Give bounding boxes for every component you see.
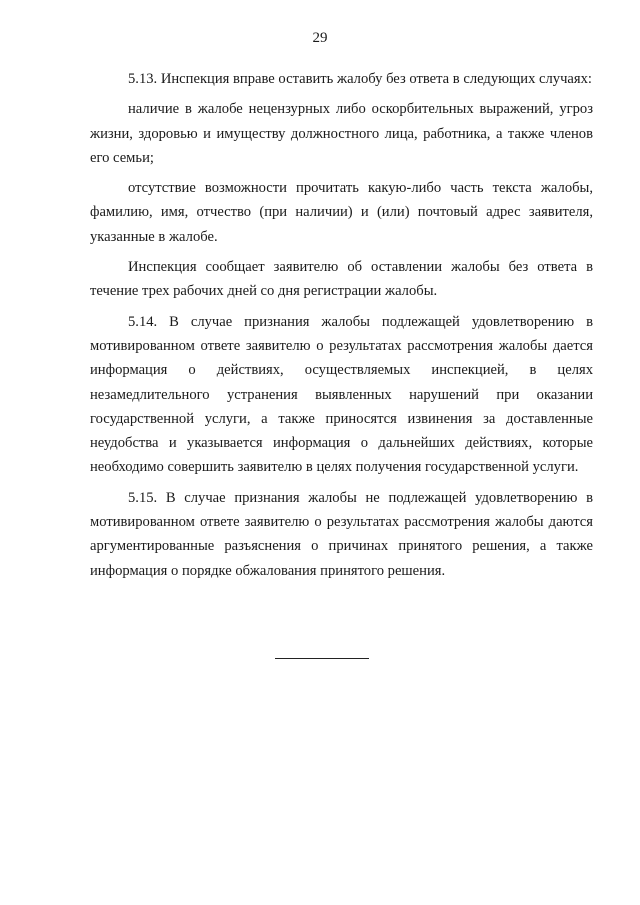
paragraph-unreadable-text: отсутствие возможности прочитать какую-либо часть текста жалобы, фамилию, имя, отчество (при наличии) и (или) почтовый адрес заявителя, указанные в жалобе. bbox=[90, 180, 593, 245]
page-number: 29 bbox=[312, 30, 328, 46]
document-body bbox=[90, 67, 593, 589]
paragraph-5-13: 5.13. Инспекция вправе оставить жалобу без ответа в следующих случаях: bbox=[128, 71, 592, 87]
paragraph-5-15: 5.15. В случае признания жалобы не подлежащей удовлетворению в мотивированном ответе заявителю о результатах рассмотрения жалобы даются аргументированные разъяснения о причинах принятого решения, а также информация о порядке обжалования принятого решения. bbox=[90, 489, 593, 579]
paragraph-5-14: 5.14. В случае признания жалобы подлежащей удовлетворению в мотивированном ответе заявителю о результатах рассмотрения жалобы дается информация о действиях, осуществляемых инспекцией, в целях незамедлительного устранения выявленных нарушений при оказании государственной услуги, а также приносятся извинения за доставленные неудобства и указывается информация о дальнейших действиях, которые необходимо совершить заявителю в целях получения государственной услуги. bbox=[90, 313, 593, 476]
paragraph-notification: Инспекция сообщает заявителю об оставлении жалобы без ответа в течение трех рабочих дней со дня регистрации жалобы. bbox=[90, 259, 593, 300]
end-divider bbox=[275, 658, 369, 659]
paragraph-obscene-language: наличие в жалобе нецензурных либо оскорбительных выражений, угроз жизни, здоровью и имуществу должностного лица, работника, а также членов его семьи; bbox=[90, 101, 593, 166]
